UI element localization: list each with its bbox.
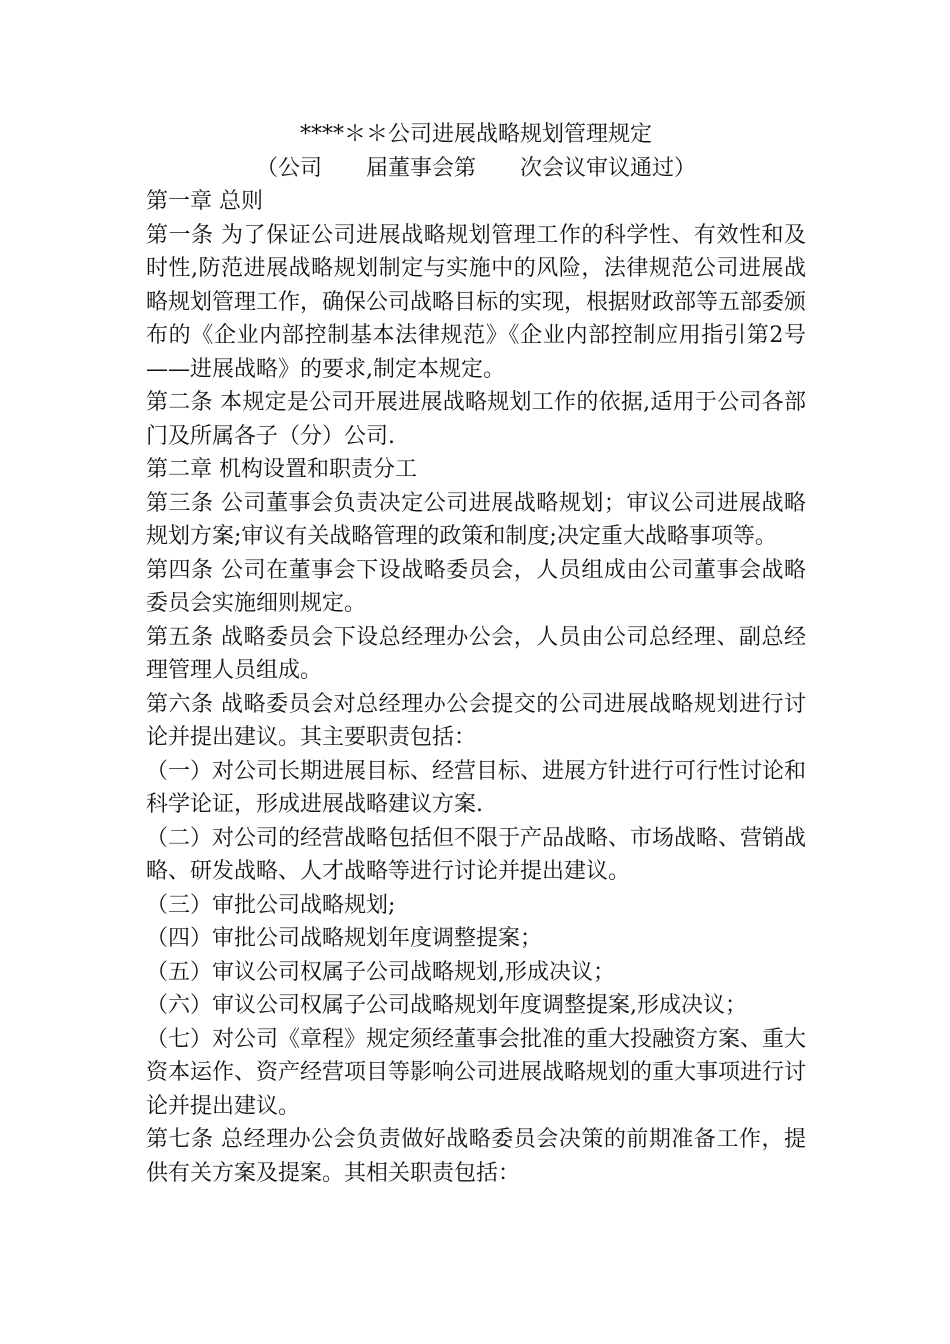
article-paragraph: 第七条 总经理办公会负责做好战略委员会决策的前期准备工作，提供有关方案及提案。其相关职责包括： (146, 1127, 806, 1186)
document-body (146, 118, 806, 1190)
article-paragraph: 第四条 公司在董事会下设战略委员会，人员组成由公司董事会战略委员会实施细则规定。 (146, 557, 806, 616)
article-paragraph: 第六条 战略委员会对总经理办公会提交的公司进展战略规划进行讨论并提出建议。其主要职责包括： (146, 691, 806, 750)
chapter-heading: 第二章 机构设置和职责分工 (146, 457, 417, 482)
article-paragraph: 第五条 战略委员会下设总经理办公会，人员由公司总经理、副总经理管理人员组成。 (146, 624, 806, 683)
list-item: （五）审议公司权属子公司战略规划,形成决议； (146, 959, 615, 985)
article-paragraph: 第二条 本规定是公司开展进展战略规划工作的依据,适用于公司各部门及所属各子（分）公司. (146, 390, 806, 449)
list-item: （三）审批公司战略规划; (146, 892, 396, 918)
article-paragraph: 第一条 为了保证公司进展战略规划管理工作的科学性、有效性和及时性,防范进展战略规划制定与实施中的风险，法律规范公司进展战略规划管理工作，确保公司战略目标的实现，根据财政部等五部委颁布的《企业内部控制基本法律规范》《企业内部控制应用指引第2号——进展战略》的要求,制定本规定。 (146, 222, 807, 382)
document-subtitle: （公司 届董事会第 次会议审议通过） (255, 155, 696, 181)
list-item: （二）对公司的经营战略包括但不限于产品战略、市场战略、营销战略、研发战略、人才战略等进行讨论并提出建议。 (146, 825, 807, 884)
article-paragraph: 第三条 公司董事会负责决定公司进展战略规划；审议公司进展战略规划方案;审议有关战略管理的政策和制度;决定重大战略事项等。 (146, 490, 806, 549)
list-item: （一）对公司长期进展目标、经营目标、进展方针进行可行性讨论和科学论证，形成进展战略建议方案. (146, 758, 807, 817)
list-item: （四）审批公司战略规划年度调整提案； (146, 926, 543, 951)
list-item: （六）审议公司权属子公司战略规划年度调整提案,形成决议； (146, 993, 747, 1018)
document-title: ****＊＊公司进展战略规划管理规定 (299, 122, 652, 147)
list-item: （七）对公司《章程》规定须经董事会批准的重大投融资方案、重大资本运作、资产经营项目等影响公司进展战略规划的重大事项进行讨论并提出建议。 (146, 1026, 807, 1119)
chapter-heading: 第一章 总则 (146, 189, 263, 214)
